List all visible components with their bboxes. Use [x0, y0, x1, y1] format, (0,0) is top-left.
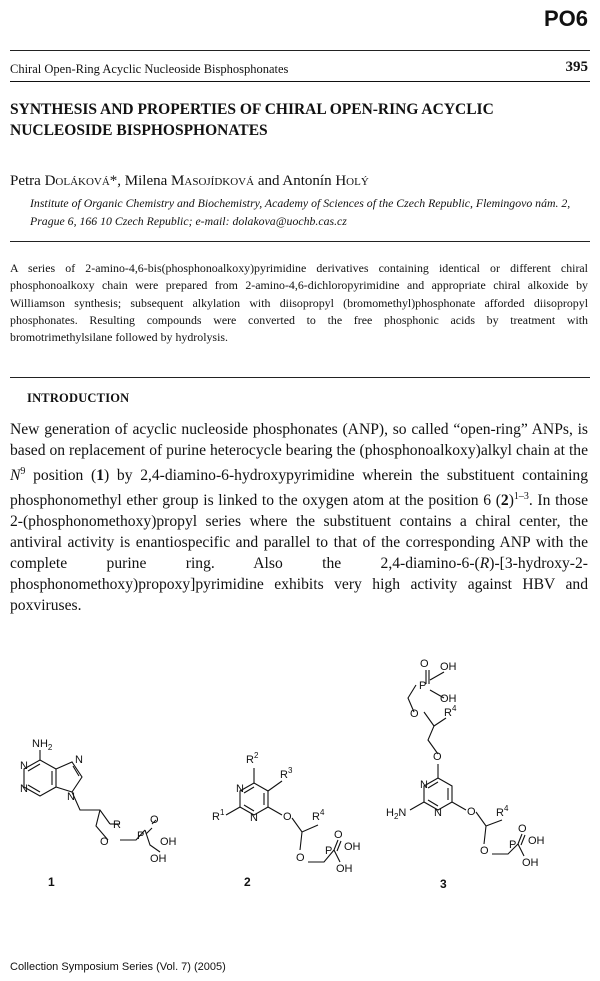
intro-text: . In those 2-(phosphonomethoxy)propyl series where the substituent contains a chiral center, the antiviral activity is enantiospecific and parallel to that of the corresponding ANP with the complete purine ring. Also the 2,4-diamino-6-(	[10, 492, 588, 573]
article-title: SYNTHESIS AND PROPERTIES OF CHIRAL OPEN-RING ACYCLIC NUCLEOSIDE BISPHOSPHONATES	[10, 101, 494, 139]
atom-label-r4: $R^4$	[312, 808, 325, 823]
atom-n: N	[236, 783, 244, 795]
atom-p: P	[419, 680, 427, 692]
atom-o: O	[433, 751, 442, 763]
section-rule	[10, 377, 590, 378]
atom-n: N	[434, 807, 442, 819]
compound-ref: 1	[96, 467, 105, 485]
atom-o: O	[420, 658, 429, 670]
compound-label-3: 3	[440, 877, 447, 890]
atom-oh: OH	[336, 863, 353, 875]
atom-o: O	[467, 806, 476, 818]
intro-text: )	[508, 492, 514, 510]
atom-n: N	[250, 812, 258, 824]
atom-oh: OH	[160, 836, 177, 848]
header-rule	[10, 50, 590, 51]
atom-label-r1: $R^1$	[212, 808, 225, 823]
atom-o: O	[283, 811, 292, 823]
author-3-first: Antonín	[282, 173, 332, 189]
page-number: 395	[565, 59, 588, 75]
atom-label-r2: $R^2$	[246, 751, 259, 766]
author-2-first: Milena	[124, 173, 168, 189]
atom-oh: OH	[344, 841, 361, 853]
intro-r: R	[479, 555, 490, 573]
affiliation: Institute of Organic Chemistry and Biochemistry, Academy of Sciences of the Czech Republic, Flemingovo nám. 2, Prague 6, 166 10 Czech Republic; e-mail: dolakova@uochb.cas.cz	[30, 196, 571, 228]
atom-n: N	[420, 779, 428, 791]
atom-p: P	[137, 830, 145, 842]
atom-label-nh2: $NH_2$	[32, 738, 53, 752]
atom-n: N	[67, 791, 75, 803]
atom-n: N	[20, 760, 28, 772]
atom-o: O	[410, 708, 419, 720]
author-2-suffix: and	[254, 173, 280, 189]
footer-citation: Collection Symposium Series (Vol. 7) (2005)	[10, 961, 226, 973]
author-3-last: Holý	[335, 173, 369, 189]
atom-o: O	[100, 836, 109, 848]
header-rule-thick	[10, 81, 590, 82]
compound-label-2: 2	[244, 875, 251, 889]
atom-label-h2n: $H_2N$	[386, 807, 407, 821]
atom-o: O	[334, 829, 343, 841]
author-list	[10, 173, 369, 190]
structure-figure	[0, 640, 600, 890]
citation: 1–3	[513, 491, 529, 503]
compound-label-1: 1	[48, 875, 55, 889]
author-2-last: Masojídková	[171, 173, 255, 189]
atom-p: P	[325, 845, 333, 857]
section-rule	[10, 241, 590, 242]
atom-n: N	[75, 754, 83, 766]
intro-text: position (	[25, 467, 97, 485]
compound-ref: 2	[500, 492, 509, 510]
atom-o: O	[480, 845, 489, 857]
intro-n-superscript: 9	[20, 466, 26, 477]
author-1-first: Petra	[10, 173, 41, 189]
running-title: Chiral Open-Ring Acyclic Nucleoside Bisphosphonates	[10, 62, 289, 76]
atom-n: N	[20, 783, 28, 795]
intro-n: N	[10, 467, 21, 485]
atom-label-r3: $R^3$	[280, 766, 293, 781]
session-code: PO6	[543, 6, 588, 31]
intro-text: )-[3-hydroxy-2-phosphonomethoxy)propoxy]pyrimidine exhibits very high activity against HBV and poxviruses.	[10, 555, 588, 615]
intro-text: ) by 2,4-diamino-6-hydroxypyrimidine wherein the substituent containing phosphonomethyl ether group is linked to the oxygen atom at the position 6 (	[10, 467, 588, 510]
atom-o: O	[150, 814, 159, 826]
atom-label-r4: $R^4$	[444, 704, 457, 719]
atom-oh: OH	[522, 857, 539, 869]
author-1-last: Doláková	[44, 173, 110, 189]
atom-oh: OH	[150, 853, 167, 865]
atom-label-r4: $R^4$	[496, 804, 509, 819]
atom-p: P	[509, 839, 517, 851]
intro-text: New generation of acyclic nucleoside phosphonates (ANP), so called “open-ring” ANPs, is based on replacement of purine heterocycle bearing the (phosphonoalkoxy)alkyl chain at the	[10, 421, 588, 459]
atom-o: O	[518, 823, 527, 835]
atom-oh: OH	[528, 835, 545, 847]
section-heading: INTRODUCTION	[27, 391, 130, 405]
author-1-suffix: *,	[109, 173, 122, 189]
atom-r: R	[113, 819, 121, 831]
introduction-paragraph	[10, 419, 588, 616]
atom-oh: OH	[440, 693, 457, 705]
atom-oh: OH	[440, 661, 457, 673]
abstract: A series of 2-amino-4,6-bis(phosphonoalkoxy)pyrimidine derivatives containing identical or different chiral phosphonoalkoxy chain were prepared from 2-amino-4,6-dichloropyrimidine and appropriate chiral alkoxide by Williamson synthesis; subsequent alkylation with diisopropyl (bromomethyl)phosphonate afforded diisopropyl phosphonates. Resulting compounds were converted to the free phosphonic acids by treatment with bromotrimethylsilane followed by hydrolysis.	[10, 261, 588, 345]
atom-o: O	[296, 852, 305, 864]
